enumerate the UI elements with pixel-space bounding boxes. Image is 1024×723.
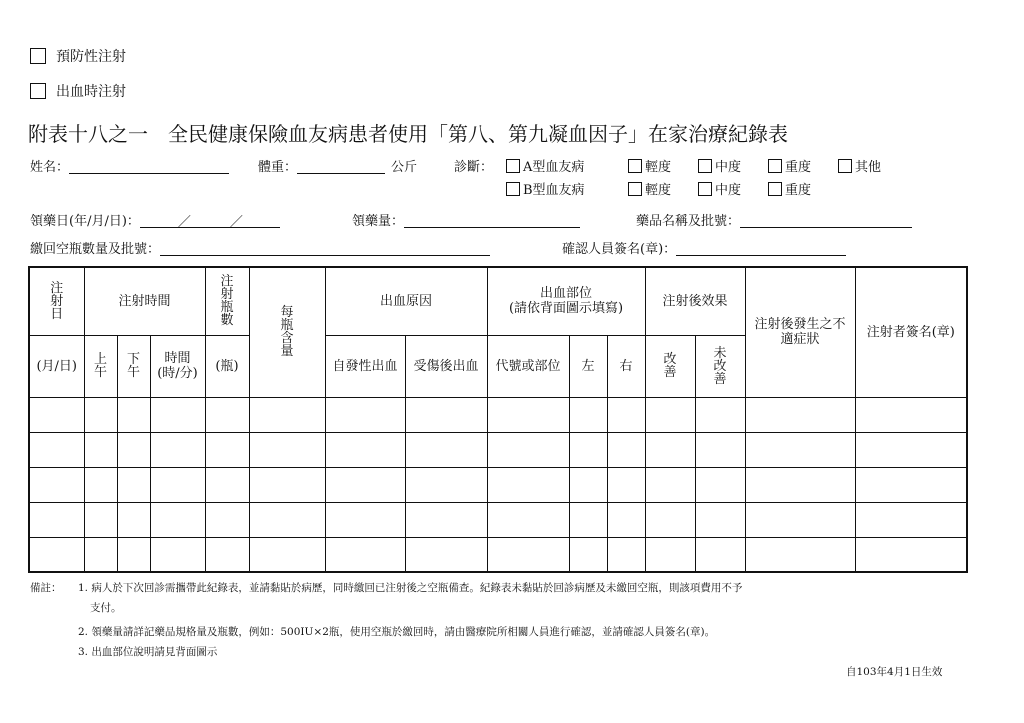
table-cell[interactable] [645,502,695,537]
confirm-sign-field [562,238,846,257]
table-cell[interactable] [745,432,855,467]
header-right: 右 [607,335,645,397]
weight-unit: 公斤 [391,160,418,175]
pickup-qty-label: 領藥量： [352,214,405,229]
table-cell[interactable] [607,397,645,432]
table-cell[interactable] [695,467,745,502]
table-cell[interactable] [117,467,150,502]
header-pm-text: 下 午 [126,352,140,380]
table-cell[interactable] [569,502,607,537]
header-inj-time: 注射時間 [84,267,205,335]
header-site [487,267,645,335]
table-cell[interactable] [855,397,967,432]
header-time-unit: (時/分) [157,366,198,381]
note-2: 2. 領藥量請詳記藥品規格量及瓶數，例如：500IU×2瓶，使用空瓶於繳回時，請由醫療院所相關人員進行確認，並請確認人員簽名(章)。 [78,626,716,638]
name-label: 姓名： [30,160,70,175]
pickup-date-line[interactable]: ／ ／ [140,213,280,228]
table-cell[interactable] [29,397,84,432]
table-cell[interactable] [405,397,487,432]
header-effect: 注射後效果 [645,267,745,335]
table-cell[interactable] [645,537,695,572]
checkbox[interactable] [698,159,712,173]
table-cell[interactable] [84,467,117,502]
pickup-qty-line[interactable] [404,213,580,228]
option-label: 出血時注射 [56,84,126,100]
table-row [29,502,967,537]
table-cell[interactable] [695,432,745,467]
header-am [84,335,117,397]
table-cell[interactable] [325,467,405,502]
table-cell[interactable] [855,432,967,467]
checkbox[interactable] [698,182,712,196]
record-table [28,266,968,573]
diagnosis-row-b: B型血友病 [506,179,585,198]
table-cell[interactable] [117,537,150,572]
table-cell[interactable] [325,432,405,467]
table-cell[interactable] [150,537,205,572]
checkbox[interactable] [30,83,46,99]
table-row [29,537,967,572]
table-cell[interactable] [607,502,645,537]
confirm-sign-line[interactable] [676,241,846,256]
table-cell[interactable] [249,502,325,537]
table-cell[interactable] [117,397,150,432]
a-severe: 重度 [768,156,811,175]
pickup-date-label: 領藥日(年/月/日)： [30,214,140,229]
table-cell[interactable] [325,537,405,572]
confirm-sign-label: 確認人員簽名(章)： [562,242,677,257]
checkbox[interactable] [30,48,46,64]
table-cell[interactable] [29,502,84,537]
table-cell[interactable] [150,502,205,537]
header-not-improved-text: 未 改 善 [713,345,727,387]
table-cell[interactable] [150,432,205,467]
table-cell[interactable] [855,537,967,572]
name-field [30,156,229,175]
table-cell[interactable] [405,467,487,502]
header-cause: 出血原因 [325,267,487,335]
checkbox[interactable] [838,159,852,173]
table-cell[interactable] [205,502,249,537]
table-cell[interactable] [745,502,855,537]
checkbox[interactable] [628,182,642,196]
table-cell[interactable] [205,467,249,502]
table-cell[interactable] [405,537,487,572]
table-cell[interactable] [249,537,325,572]
checkbox[interactable] [768,182,782,196]
header-dose [249,267,325,397]
table-cell[interactable] [487,397,569,432]
table-cell[interactable] [695,397,745,432]
table-cell[interactable] [569,432,607,467]
return-vials-field [30,238,490,257]
table-cell[interactable] [855,467,967,502]
table-cell[interactable] [249,397,325,432]
checkbox[interactable] [628,159,642,173]
a-mild: 輕度 [628,156,671,175]
weight-field [258,156,417,175]
a-moderate: 中度 [698,156,741,175]
table-cell[interactable] [84,432,117,467]
table-cell[interactable] [645,467,695,502]
table-cell[interactable] [645,432,695,467]
header-left: 左 [569,335,607,397]
pickup-qty-field [352,210,580,229]
header-time-text: 時間 [164,351,191,366]
note-3: 3. 出血部位說明請見背面圖示 [78,646,218,658]
b-mild: 輕度 [628,179,671,198]
table-cell[interactable] [325,502,405,537]
header-not-improved [695,335,745,397]
header-code-or-site: 代號或部位 [487,335,569,397]
diagnosis-row-a: A型血友病 [506,156,584,175]
header-spontaneous: 自發性出血 [325,335,405,397]
option-preventive[interactable] [30,46,126,66]
checkbox[interactable] [506,182,520,196]
header-vials-unit: (瓶) [205,335,249,397]
table-row [29,397,967,432]
pickup-date-field [30,210,280,229]
table-cell[interactable] [84,537,117,572]
table-cell[interactable] [249,432,325,467]
notes-label: 備註： [30,582,62,594]
return-vials-line[interactable] [160,241,490,256]
table-cell[interactable] [569,467,607,502]
header-inj-day-text: 注 射 日 [50,280,64,322]
checkbox[interactable] [506,159,520,173]
a-other: 其他 [838,156,881,175]
table-cell[interactable] [745,397,855,432]
weight-line[interactable] [297,159,385,174]
header-after-injury: 受傷後出血 [405,335,487,397]
table-cell[interactable] [607,537,645,572]
return-vials-label: 繳回空瓶數量及批號： [30,242,161,257]
header-inj-day-unit: (月/日) [29,335,84,397]
table-cell[interactable] [117,432,150,467]
header-inj-day [29,267,84,335]
table-cell[interactable] [84,397,117,432]
note-1: 1. 病人於下次回診需攜帶此紀錄表，並請黏貼於病歷，同時繳回已注射後之空瓶備查。紀錄表未黏貼於回診病歷及未繳回空瓶，則該項費用不予 [78,582,743,594]
table-cell[interactable] [249,467,325,502]
table-cell[interactable] [150,467,205,502]
table-cell[interactable] [29,432,84,467]
table-cell[interactable] [405,502,487,537]
header-adverse-text: 注射後發生之不適症狀 [754,317,846,348]
table-row [29,467,967,502]
header-improved-text: 改 善 [663,352,677,380]
table-cell[interactable] [487,537,569,572]
table-cell[interactable] [405,432,487,467]
b-severe: 重度 [768,179,811,198]
form-title: 附表十八之一 全民健康保險血友病患者使用「第八、第九凝血因子」在家治療紀錄表 [28,122,788,146]
header-site-text: 出血部位 [540,286,593,302]
table-cell[interactable] [150,397,205,432]
drug-name-field [636,210,912,229]
header-adverse [745,267,855,397]
b-moderate: 中度 [698,179,741,198]
table-cell[interactable] [607,432,645,467]
header-time [150,335,205,397]
table-cell[interactable] [325,397,405,432]
name-line[interactable] [69,159,229,174]
table-cell[interactable] [487,432,569,467]
note-1-cont: 支付。 [90,602,122,614]
table-cell[interactable] [695,537,745,572]
header-vials-text: 注 射 瓶 數 [220,274,234,329]
drug-name-line[interactable] [740,213,912,228]
header-pm [117,335,150,397]
table-cell[interactable] [745,537,855,572]
weight-label: 體重： [258,160,298,175]
diagnosis-label: 診斷： [454,160,494,175]
header-injector-sign: 注射者簽名(章) [855,267,967,397]
table-cell[interactable] [745,467,855,502]
header-am-text: 上 午 [93,352,107,380]
table-row [29,432,967,467]
table-cell[interactable] [29,467,84,502]
table-cell[interactable] [487,502,569,537]
option-label: 預防性注射 [56,49,126,65]
table-cell[interactable] [695,502,745,537]
effective-date: 自103年4月1日生效 [846,666,943,678]
table-cell[interactable] [205,432,249,467]
header-improved [645,335,695,397]
table-cell[interactable] [569,537,607,572]
header-site-note: (請依背面圖示填寫) [508,301,624,317]
checkbox[interactable] [768,159,782,173]
header-vials [205,267,249,335]
option-bleeding[interactable] [30,81,126,101]
table-cell[interactable] [607,467,645,502]
table-cell[interactable] [84,502,117,537]
table-cell[interactable] [29,537,84,572]
table-cell[interactable] [117,502,150,537]
table-cell[interactable] [205,397,249,432]
drug-name-label: 藥品名稱及批號： [636,214,741,229]
table-cell[interactable] [487,467,569,502]
table-cell[interactable] [205,537,249,572]
table-cell[interactable] [645,397,695,432]
table-cell[interactable] [569,397,607,432]
table-cell[interactable] [855,502,967,537]
header-dose-text: 每 瓶 含 量 [280,305,294,360]
